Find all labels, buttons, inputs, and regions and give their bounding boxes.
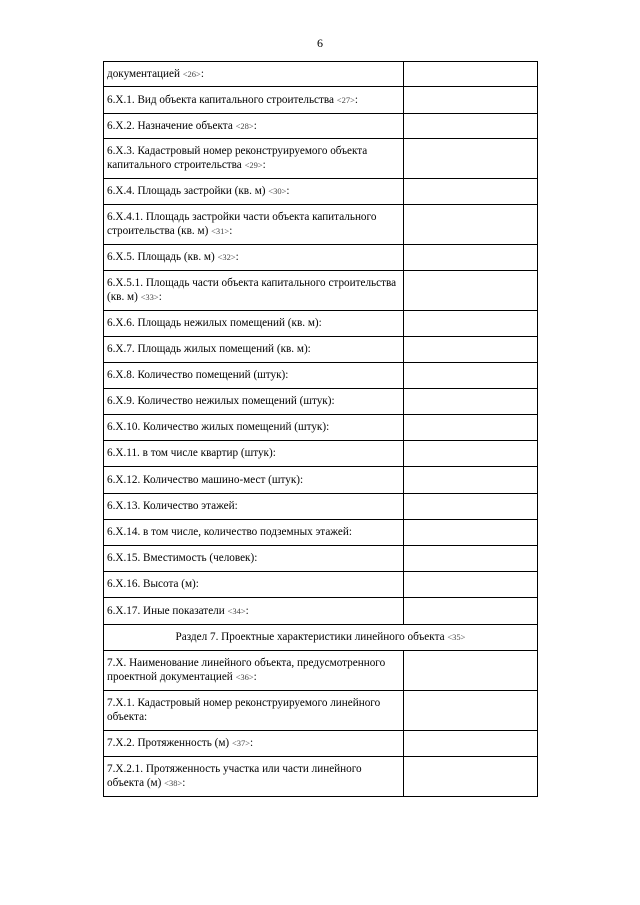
- table-row: [104, 114, 538, 139]
- label-suffix: :: [158, 291, 162, 303]
- row-label: [104, 757, 404, 797]
- row-label: [104, 114, 404, 139]
- page-number: 6: [317, 36, 323, 50]
- footnote-ref: <34>: [227, 605, 246, 616]
- table-row: [104, 494, 538, 520]
- label-text: 6.X.4.1. Площадь застройки части объекта капитального строительства (кв. м): [107, 211, 377, 237]
- table-row: [104, 337, 538, 363]
- value-cell[interactable]: [404, 494, 538, 520]
- label-text: 6.X.3. Кадастровый номер реконструируемого объекта капитального строительства: [107, 145, 368, 171]
- label-text: 6.X.13. Количество этажей:: [107, 500, 238, 512]
- table-row: [104, 87, 538, 114]
- section-header-row: [104, 625, 538, 651]
- label-text: 6.X.15. Вместимость (человек):: [107, 552, 258, 564]
- label-suffix: :: [354, 93, 358, 106]
- label-suffix: :: [250, 737, 254, 749]
- table-row: [104, 245, 538, 271]
- table-row: [104, 389, 538, 415]
- value-cell[interactable]: [404, 87, 538, 114]
- label-text: 6.X.17. Иные показатели: [107, 604, 225, 617]
- row-label: [104, 311, 404, 337]
- label-text: 7.X.2. Протяженность (м): [107, 737, 230, 749]
- row-label: [104, 691, 404, 731]
- footnote-ref: <37>: [231, 738, 251, 748]
- value-cell[interactable]: [404, 651, 538, 691]
- label-suffix: :: [245, 604, 249, 617]
- table-row: [104, 572, 538, 598]
- table-row: [104, 415, 538, 441]
- value-cell[interactable]: [404, 245, 538, 271]
- footnote-ref: <38>: [164, 778, 183, 788]
- row-label: [104, 651, 404, 691]
- label-text: 6.X.14. в том числе, количество подземных этажей:: [107, 526, 352, 538]
- row-label: [104, 363, 404, 389]
- footnote-ref: <36>: [235, 672, 254, 682]
- label-suffix: :: [262, 159, 266, 171]
- section-title: [104, 625, 538, 651]
- row-label: [104, 598, 404, 625]
- footnote-ref: <31>: [211, 226, 230, 236]
- footnote-ref: <28>: [235, 120, 254, 131]
- footnote-ref: <30>: [268, 186, 287, 196]
- value-cell[interactable]: [404, 441, 538, 467]
- value-cell[interactable]: [404, 337, 538, 363]
- value-cell[interactable]: [404, 311, 538, 337]
- label-text: Раздел 7. Проектные характеристики линейного объекта: [175, 631, 445, 643]
- row-label: [104, 205, 404, 245]
- row-label: [104, 62, 404, 87]
- value-cell[interactable]: [404, 546, 538, 572]
- table-row: [104, 691, 538, 731]
- label-suffix: :: [253, 671, 257, 683]
- table-row: [104, 651, 538, 691]
- label-text: 6.X.8. Количество помещений (штук):: [107, 369, 289, 381]
- row-label: [104, 494, 404, 520]
- table-row: [104, 139, 538, 179]
- row-label: [104, 415, 404, 441]
- table-row: [104, 179, 538, 205]
- label-text: 6.X.11. в том числе квартир (штук):: [107, 447, 276, 459]
- table-row: [104, 598, 538, 625]
- table-row: [104, 363, 538, 389]
- row-label: [104, 337, 404, 363]
- footnote-ref: <35>: [447, 632, 466, 642]
- label-text: 6.X.9. Количество нежилых помещений (штук):: [107, 395, 335, 407]
- table-row: [104, 205, 538, 245]
- label-text: 7.X.1. Кадастровый номер реконструируемого линейного объекта:: [107, 697, 381, 723]
- table-row: [104, 520, 538, 546]
- row-label: [104, 467, 404, 494]
- row-label: [104, 731, 404, 757]
- footnote-ref: <27>: [336, 94, 355, 105]
- label-text: 6.X.2. Назначение объекта: [107, 119, 233, 132]
- table-row: [104, 271, 538, 311]
- label-text: документацией: [107, 67, 180, 80]
- value-cell[interactable]: [404, 389, 538, 415]
- table-row: [104, 62, 538, 87]
- row-label: [104, 179, 404, 205]
- footnote-ref: <32>: [217, 252, 236, 262]
- value-cell[interactable]: [404, 62, 538, 87]
- label-suffix: :: [253, 119, 257, 132]
- row-label: [104, 441, 404, 467]
- label-suffix: :: [200, 67, 204, 80]
- value-cell[interactable]: [404, 572, 538, 598]
- row-label: [104, 546, 404, 572]
- value-cell[interactable]: [404, 114, 538, 139]
- value-cell[interactable]: [404, 520, 538, 546]
- value-cell[interactable]: [404, 757, 538, 797]
- footnote-ref: <26>: [182, 68, 201, 79]
- value-cell[interactable]: [404, 363, 538, 389]
- label-text: 6.X.12. Количество машино-мест (штук):: [107, 473, 304, 486]
- label-text: 6.X.6. Площадь нежилых помещений (кв. м):: [107, 317, 322, 329]
- label-suffix: :: [286, 185, 290, 197]
- value-cell[interactable]: [404, 598, 538, 625]
- value-cell[interactable]: [404, 467, 538, 494]
- label-text: 6.X.5.1. Площадь части объекта капитального строительства (кв. м): [107, 277, 397, 303]
- label-text: 6.X.10. Количество жилых помещений (штук):: [107, 421, 330, 433]
- footnote-ref: <29>: [244, 160, 263, 170]
- label-text: 7.X. Наименование линейного объекта, предусмотренного проектной документацией: [107, 657, 386, 683]
- table-row: [104, 757, 538, 797]
- value-cell[interactable]: [404, 139, 538, 179]
- row-label: [104, 245, 404, 271]
- label-text: 6.X.7. Площадь жилых помещений (кв. м):: [107, 343, 311, 355]
- label-text: 6.X.1. Вид объекта капитального строительства: [107, 93, 334, 106]
- row-label: [104, 572, 404, 598]
- table-row: [104, 467, 538, 494]
- value-cell[interactable]: [404, 205, 538, 245]
- row-label: [104, 389, 404, 415]
- footnote-ref: <33>: [140, 292, 159, 302]
- characteristics-table: [103, 61, 538, 797]
- table-row: [104, 311, 538, 337]
- label-suffix: :: [235, 251, 239, 263]
- row-label: [104, 271, 404, 311]
- value-cell[interactable]: [404, 179, 538, 205]
- row-label: [104, 87, 404, 114]
- value-cell[interactable]: [404, 415, 538, 441]
- label-text: 6.X.4. Площадь застройки (кв. м): [107, 185, 266, 197]
- value-cell[interactable]: [404, 691, 538, 731]
- label-suffix: :: [229, 225, 233, 237]
- label-text: 7.X.2.1. Протяженность участка или части линейного объекта (м): [107, 763, 362, 789]
- table-row: [104, 731, 538, 757]
- label-text: 6.X.5. Площадь (кв. м): [107, 251, 215, 263]
- row-label: [104, 520, 404, 546]
- value-cell[interactable]: [404, 271, 538, 311]
- value-cell[interactable]: [404, 731, 538, 757]
- label-suffix: :: [182, 777, 186, 789]
- row-label: [104, 139, 404, 179]
- table-row: [104, 546, 538, 572]
- label-text: 6.X.16. Высота (м):: [107, 578, 199, 590]
- table-row: [104, 441, 538, 467]
